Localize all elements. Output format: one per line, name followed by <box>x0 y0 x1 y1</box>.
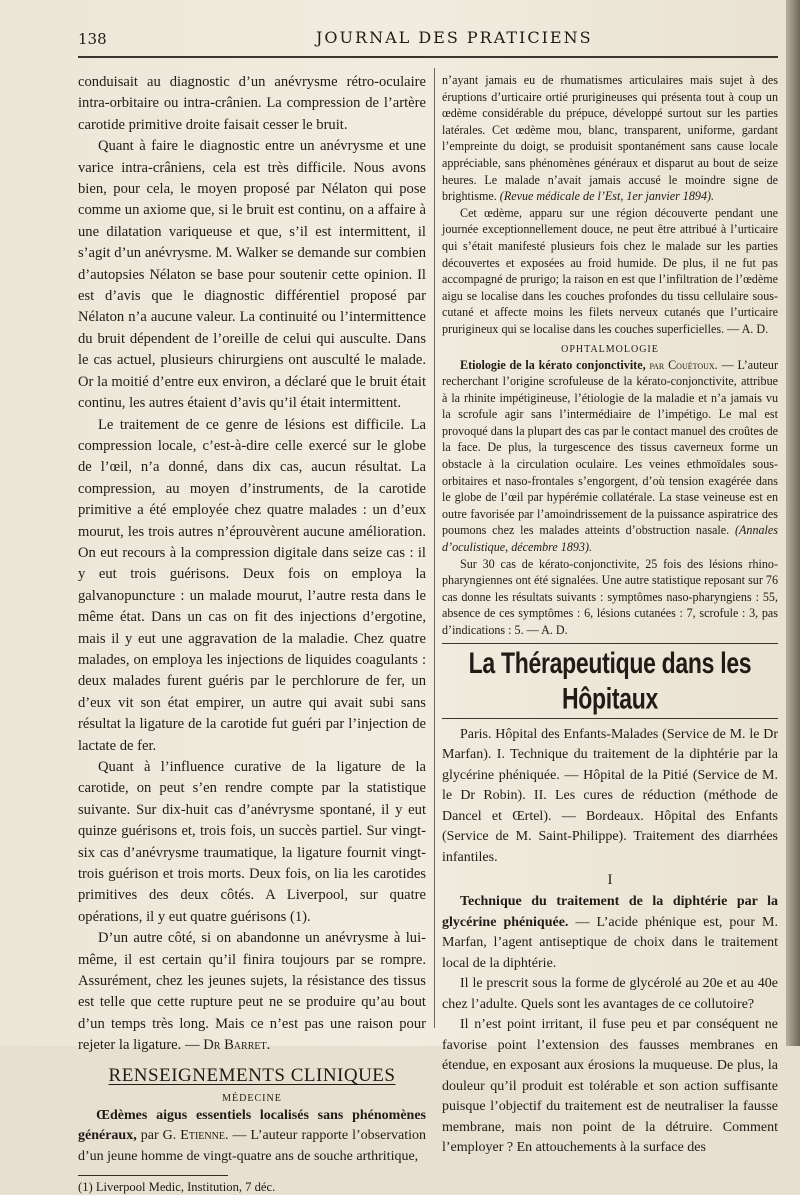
page-edge-shadow <box>786 0 800 1046</box>
subsection-medecine: MÉDECINE <box>222 1092 282 1104</box>
article-heading-kerato: Etiologie de la kérato conjonctivite, <box>460 357 646 372</box>
right-paragraph-1 <box>442 72 778 205</box>
header-rule <box>78 56 778 58</box>
right-paragraph-8: Il n’est point irritant, il fuse peu et par conséquent ne favorise point l’extension des fausses membranes en étendue, en exposant aux érosions la muqueuse. De plus, la douleur qu’il produit est tolérable et son action suffisante puisque l’objectif du traitement est de neutraliser la fausse membrane, mais non point de la détruire. Comment l’employer ? En attouchements à la surface des <box>442 1017 778 1156</box>
article-author-couetoux: par Couétoux. <box>649 357 718 372</box>
left-paragraph-4: Quant à l’influence curative de la ligature de la carotide, on peut s’en rendre compte par la statistique suivante. Sur dix-huit cas d’anévrysme spontané, il y eut quinze guérisons et, trois fois, un succès partiel. Sur vingt-six cas d’anévrysme traumatique, la ligature fournit vingt-trois guérison et trois morts. Deux fois, on lia les carotides primitives des deux côtés. A Liverpool, sur quatre opérations, il y eut quatre guérisons (1). <box>78 759 426 925</box>
right-paragraph-3 <box>442 357 778 556</box>
subsection-ophtalmologie: OPHTALMOLOGIE <box>561 343 659 355</box>
reference-annales: (Annales d’oculistique, décembre 1893). <box>442 523 778 555</box>
right-paragraph-7: Il le prescrit sous la forme de glycérolé au 20e et au 40e chez l’adulte. Quels sont les avantages de ce collutoire? <box>442 976 778 1012</box>
article-author: Etienne. <box>180 1128 229 1144</box>
left-column <box>78 72 426 1195</box>
footnote-rule <box>78 1175 228 1176</box>
right-paragraph-5: Paris. Hôpital des Enfants-Malades (Service de M. le Dr Marfan). I. Technique du traitement de la diphtérie par la glycérine phéniquée. — Hôpital de la Pitié (Service de M. le Dr Robin). II. Les cures de réduction (méthode de Dancel et Œrtel). — Bordeaux. Hôpital des Enfants (Service de M. Saint-Philippe). Traitement des diarrhées infantiles. <box>442 726 778 865</box>
left-paragraph-5 <box>78 928 426 1056</box>
column-separator <box>434 68 435 1028</box>
right-paragraph-4: Sur 30 cas de kérato-conjonctivite, 25 fois des lésions rhino-pharyngiennes ont été signalées. Une autre statistique reposant sur 76 cas donne les résultats suivants : symptômes naso-pharyngiens : 55, absence de ces symptômes : 6, lésions cutanées : 7, scrofule : 3, pas d’indications : 5. — A. D. <box>442 556 778 637</box>
article-heading-diphterie: Technique du traitement de la diphtérie par la glycérine phéniquée. <box>442 894 778 930</box>
footnote: (1) Liverpool Medic, Institution, 7 déc. <box>78 1180 276 1195</box>
right-paragraph-6-text: — L’acide phénique est, pour M. Marfan, l’agent antiseptique de choix dans le traitement local de la diphtérie. <box>442 914 778 971</box>
left-paragraph-2: Quant à faire le diagnostic entre un anévrysme et une varice intra-crâniens, cela est très difficile. Nous avons bien, pour cela, le moyen proposé par Nélaton qui pose comme un axiome que, si le bruit est continu, on a affaire à une dilatation variqueuse et que, s’il est intermittent, il s’agit d’un anévrysme. M. Walker se demande sur combien d’autopsies Nélaton se base pour soutenir cette opinion. Il est d’avis que le diagnostic différentiel proposé par Nélaton n’a aucune valeur. La continuité ou l’intermittence du bruit dépendent de l’oreille de celui qui ausculte. Dans le cas actuel, plusieurs chirurgiens ont ausculté le malade. Or la moitié d’entre eux environ, a déclaré que le bruit était continu, les autres étaient d’avis qu’il était intermittent. <box>78 138 426 412</box>
left-paragraph-1: conduisait au diagnostic d’un anévrysme rétro-oculaire intra-orbitaire ou intra-crânien. La compression de l’artère carotide primitive droite faisait cesser le bruit. <box>78 74 426 133</box>
right-paragraph-3-text: — L’auteur recherchant l’origine scrofuleuse de la kérato-conjonctivite, attribue à la rhinite impétigineuse, l’étiologie de la maladie et n’a jamais vu la scrofule agir sans l’intermédiaire de l’impétigo. Le mal est provoqué dans la plupart des cas par le contact manuel des croûtes de la face. De plus, la turgescence des tissus caverneux forme un obstacle à la circulation oculaire. Les veines ethmoïdales sous-orbitaires et naso-frontales s’engorgent, d’où tension exagérée dans le globe de l’œil par hypérémie collatérale. La stase veineuse est en outre favorisée par l’amoindrissement de la puissance aspiratrice des poumons chez les malades atteints d’obstruction nasale. <box>442 357 778 538</box>
author-signature: Dr Barret. <box>203 1037 271 1054</box>
reference-revue: (Revue médicale de l’Est, 1er janvier 1894). <box>499 189 715 204</box>
section-title: RENSEIGNEMENTS CLINIQUES <box>108 1064 396 1086</box>
right-column <box>442 72 778 1159</box>
section-rule-2 <box>442 718 778 719</box>
page-header <box>78 26 778 56</box>
right-paragraph-2: Cet œdème, apparu sur une région découverte pendant une journée exceptionnellement douce, ne peut être attribué à l’urticaire qui s’était manifesté plusieurs fois chez le malade sur les parties découvertes et exposées au froid humide. De plus, il ne fut pas accompagné de prurigo; la raison en est que l’infiltration de l’œdème aigu se localise dans les couches profondes du tissu cellulaire sous-cutané et affecte moins les filets nerveux cutanés que l’urticaire prurigineux qui se localise dans les couches superficielles. — A. D. <box>442 205 778 336</box>
therapeutique-title: La Thérapeutique dans les Hôpitaux <box>468 645 752 715</box>
article-text: — L’auteur rapporte l’observation d’un jeune homme de vingt-quatre ans de souche arthritique, <box>78 1128 426 1164</box>
left-paragraph-5-text: D’un autre côté, si on abandonne un anévrysme à lui-même, il est certain qu’il finira toujours par se rompre. Assurément, chez les jeunes sujets, la résistance des tissus est telle que cette rupture peut ne se produire qu’au bout d’un temps très long. Mais ce n’est pas une raison pour rejeter la ligature. — <box>78 930 426 1054</box>
article-heading-oedemes: Œdèmes aigus essentiels localisés sans phénomènes généraux, <box>78 1107 426 1144</box>
right-paragraph-1-text: n’ayant jamais eu de rhumatismes articulaires mais sujet à des éruptions d’urticaire ortié prurigineuses qui présenta tout à coup un œdème considérable du prépuce, développé surtout sur les parties latérales. Cet œdème mou, blanc, transparent, uniforme, gardant l’empreinte du doigt, se produisit spontanément sans cause locale appréciable, sans phénomènes généraux et disparut au bout de seize heures. Le malade n’avait jamais accusé le moindre signe de brightisme. <box>442 73 778 204</box>
right-paragraph-6 <box>442 892 778 974</box>
left-paragraph-6 <box>78 1106 426 1168</box>
section-rule <box>442 643 778 644</box>
article-by: par G. <box>140 1128 177 1144</box>
journal-title: JOURNAL DES PRATICIENS <box>316 28 593 47</box>
left-paragraph-3: Le traitement de ce genre de lésions est difficile. La compression locale, c’est-à-dire celle exercé sur le globe de l’œil, n’a donné, dans dix cas, aucun résultat. La compression, au moyen d’instruments, de la carotide primitive a été employée chez quatre malades : un d’eux mourut, les trois autres n’éprouvèrent aucune amélioration. On eut recours à la compression digitale dans seize cas : il y eut trois guérisons. Deux fois on employa la galvanopuncture : un malade mourut, l’autre resta dans le même état. Dans un cas on fit des injections d’ergotine, mais il y eut une aggravation de la maladie. Chez quatre malades, on employa les injections de liquides coagulants : deux malades furent guéris par le perchlorure de fer, un d’eux vit son état empirer, un autre qui avait subi sans résultat la ligature de la carotide fut guéri par l’injection de lactate de fer. <box>78 416 426 754</box>
roman-numeral-heading: I <box>607 872 613 889</box>
page-number: 138 <box>78 30 107 48</box>
